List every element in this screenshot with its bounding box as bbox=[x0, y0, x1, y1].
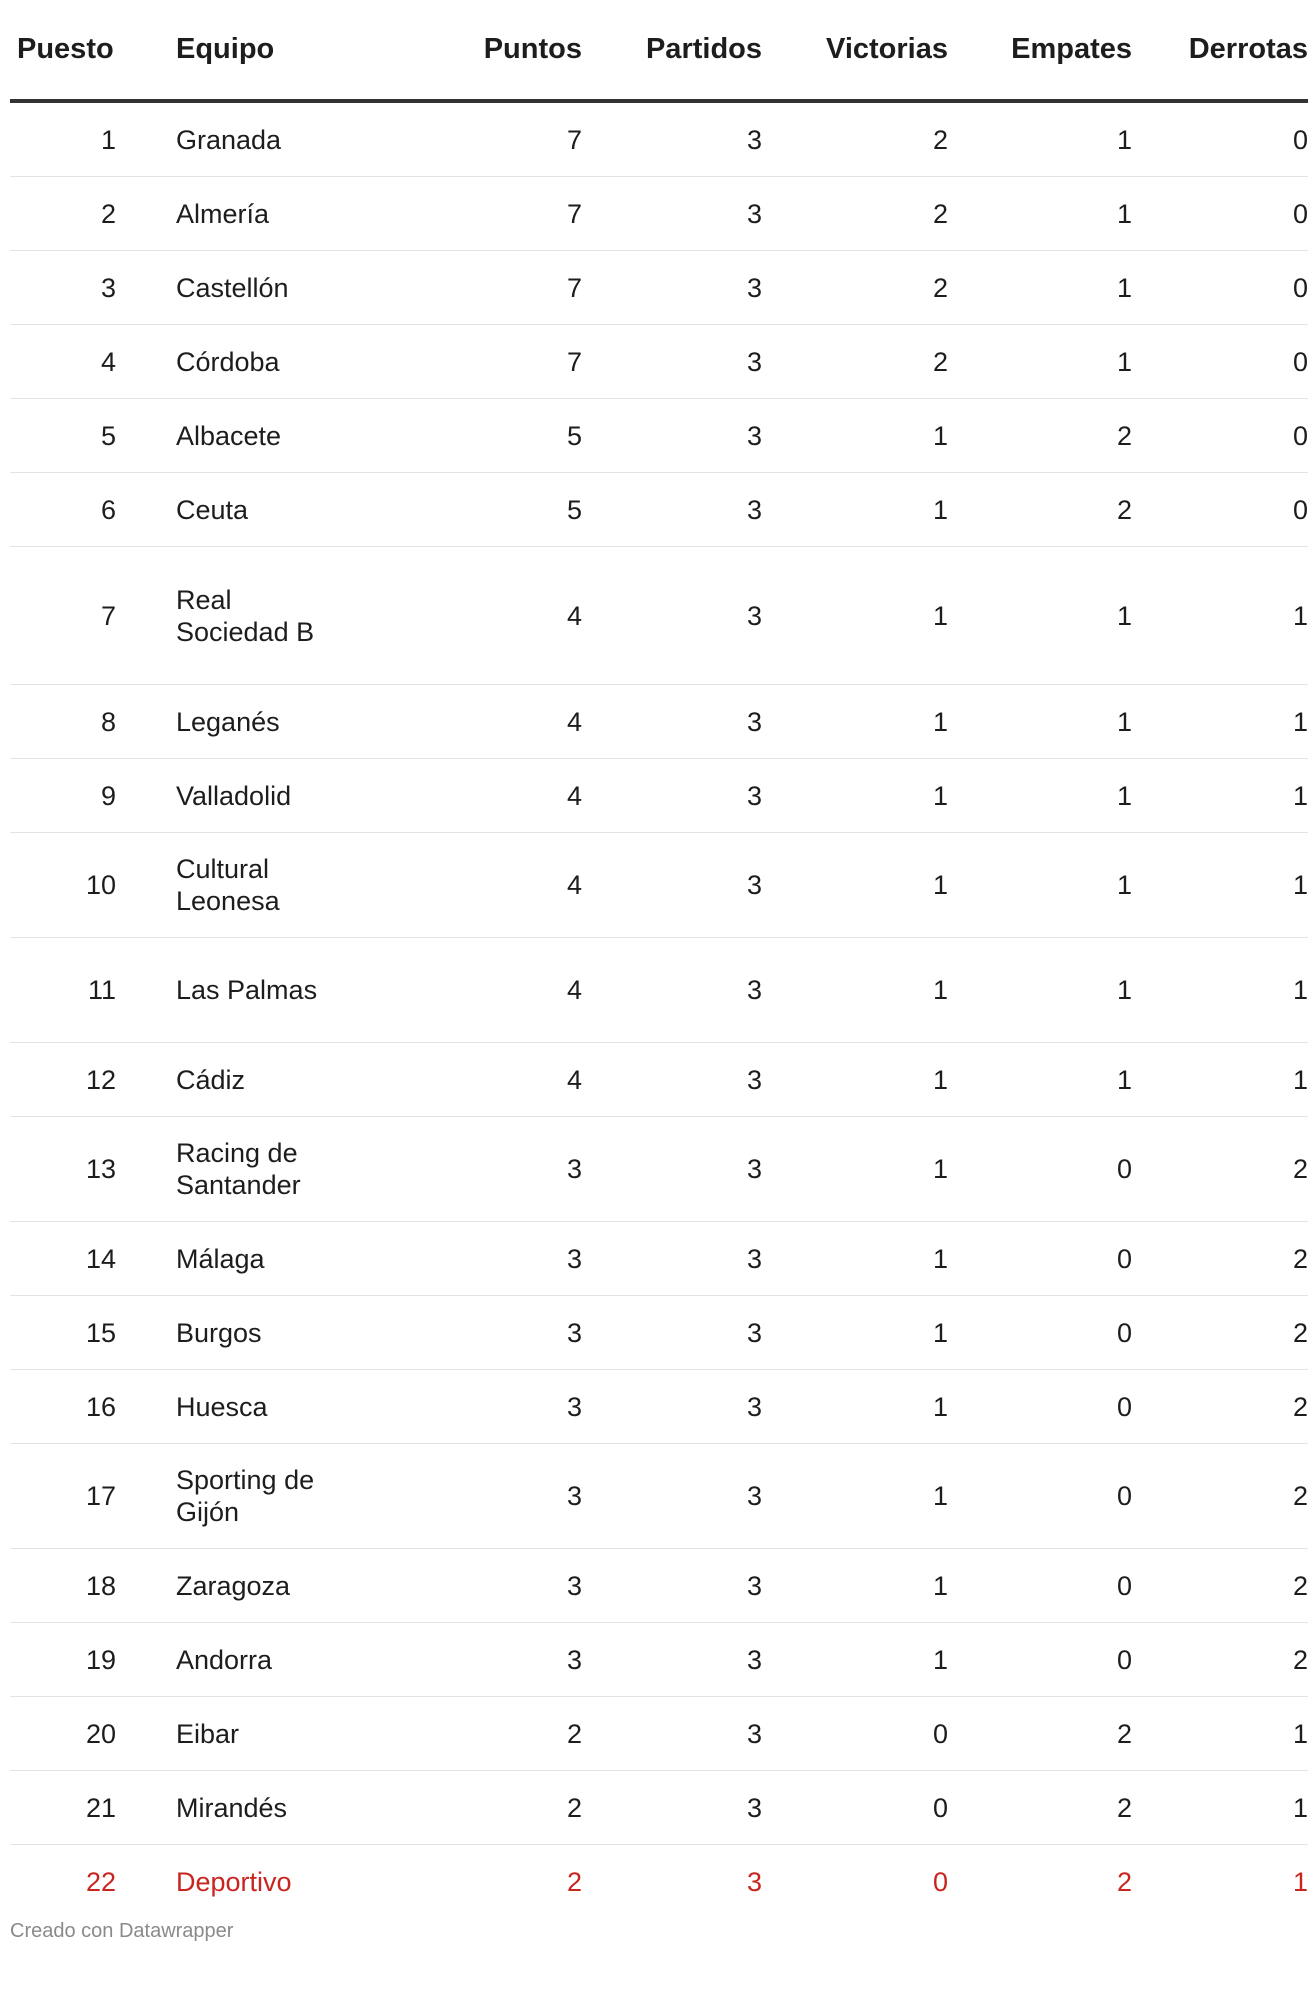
cell-puntos: 5 bbox=[381, 473, 582, 547]
cell-puntos: 5 bbox=[381, 399, 582, 473]
cell-partidos: 3 bbox=[582, 1370, 762, 1444]
table-row bbox=[10, 1697, 1308, 1771]
cell-puntos: 3 bbox=[381, 1222, 582, 1296]
cell-empates: 1 bbox=[948, 251, 1132, 325]
cell-puntos: 7 bbox=[381, 325, 582, 399]
cell-empates: 1 bbox=[948, 938, 1132, 1043]
team-name: Leganés bbox=[176, 706, 280, 737]
cell-empates: 1 bbox=[948, 685, 1132, 759]
table-row bbox=[10, 833, 1308, 938]
cell-derrotas: 1 bbox=[1132, 759, 1308, 833]
cell-puntos: 7 bbox=[381, 177, 582, 251]
cell-equipo bbox=[116, 1444, 381, 1549]
cell-partidos: 3 bbox=[582, 1296, 762, 1370]
team-name: Castellón bbox=[176, 272, 289, 303]
datawrapper-credit[interactable]: Creado con Datawrapper bbox=[10, 1920, 234, 1942]
cell-empates: 1 bbox=[948, 325, 1132, 399]
cell-puesto: 10 bbox=[10, 833, 116, 938]
team-name: Huesca bbox=[176, 1391, 268, 1422]
table-row bbox=[10, 1370, 1308, 1444]
cell-equipo bbox=[116, 547, 381, 685]
cell-partidos: 3 bbox=[582, 1222, 762, 1296]
team-name: Almería bbox=[176, 198, 270, 229]
cell-equipo bbox=[116, 1623, 381, 1697]
cell-victorias: 1 bbox=[762, 759, 948, 833]
cell-derrotas: 2 bbox=[1132, 1117, 1308, 1222]
cell-puntos: 3 bbox=[381, 1296, 582, 1370]
cell-derrotas: 2 bbox=[1132, 1370, 1308, 1444]
cell-puesto: 6 bbox=[10, 473, 116, 547]
cell-puesto: 4 bbox=[10, 325, 116, 399]
cell-puesto: 1 bbox=[10, 101, 116, 177]
cell-victorias: 1 bbox=[762, 938, 948, 1043]
cell-victorias: 1 bbox=[762, 1549, 948, 1623]
team-name: Ceuta bbox=[176, 494, 249, 525]
cell-puntos: 3 bbox=[381, 1117, 582, 1222]
cell-equipo bbox=[116, 325, 381, 399]
cell-empates: 0 bbox=[948, 1444, 1132, 1549]
cell-derrotas: 0 bbox=[1132, 325, 1308, 399]
table-row bbox=[10, 1222, 1308, 1296]
cell-puesto: 7 bbox=[10, 547, 116, 685]
cell-puesto: 14 bbox=[10, 1222, 116, 1296]
cell-victorias: 1 bbox=[762, 1623, 948, 1697]
cell-derrotas: 2 bbox=[1132, 1444, 1308, 1549]
team-name: Albacete bbox=[176, 420, 282, 451]
cell-victorias: 0 bbox=[932, 1866, 948, 1897]
table-header-row bbox=[10, 0, 1308, 101]
cell-victorias: 1 bbox=[762, 1370, 948, 1444]
cell-equipo bbox=[116, 399, 381, 473]
cell-empates: 0 bbox=[948, 1623, 1132, 1697]
table-row bbox=[10, 101, 1308, 177]
standings-table bbox=[10, 0, 1308, 1918]
cell-puntos: 2 bbox=[566, 1866, 582, 1897]
cell-derrotas: 0 bbox=[1132, 251, 1308, 325]
cell-equipo bbox=[116, 1117, 381, 1222]
cell-empates: 2 bbox=[948, 399, 1132, 473]
cell-equipo bbox=[116, 1043, 381, 1117]
cell-derrotas: 1 bbox=[1132, 1771, 1308, 1845]
cell-victorias: 0 bbox=[762, 1771, 948, 1845]
cell-derrotas: 2 bbox=[1132, 1222, 1308, 1296]
table-row bbox=[10, 399, 1308, 473]
cell-puesto: 21 bbox=[10, 1771, 116, 1845]
cell-partidos: 3 bbox=[582, 473, 762, 547]
cell-victorias: 1 bbox=[762, 547, 948, 685]
header-equipo[interactable]: Equipo bbox=[116, 0, 381, 101]
table-row bbox=[10, 1043, 1308, 1117]
team-name: Cultural Leonesa bbox=[176, 854, 280, 916]
cell-empates: 1 bbox=[948, 101, 1132, 177]
cell-victorias: 1 bbox=[762, 833, 948, 938]
header-puesto[interactable]: Puesto bbox=[10, 0, 116, 101]
cell-puntos: 3 bbox=[381, 1623, 582, 1697]
cell-derrotas: 1 bbox=[1132, 1043, 1308, 1117]
cell-derrotas: 0 bbox=[1132, 399, 1308, 473]
cell-empates: 1 bbox=[948, 1043, 1132, 1117]
header-partidos[interactable]: Partidos bbox=[582, 0, 762, 101]
cell-empates: 0 bbox=[948, 1370, 1132, 1444]
table-row bbox=[10, 177, 1308, 251]
table-row bbox=[10, 938, 1308, 1043]
team-name: Mirandés bbox=[176, 1792, 288, 1823]
table-row bbox=[10, 1296, 1308, 1370]
table-row bbox=[10, 685, 1308, 759]
cell-partidos: 3 bbox=[582, 1549, 762, 1623]
cell-partidos: 3 bbox=[582, 1444, 762, 1549]
cell-empates: 2 bbox=[948, 473, 1132, 547]
team-name: Deportivo bbox=[176, 1866, 292, 1897]
cell-partidos: 3 bbox=[582, 177, 762, 251]
cell-equipo bbox=[116, 1697, 381, 1771]
table-row bbox=[10, 1444, 1308, 1549]
cell-victorias: 1 bbox=[762, 685, 948, 759]
table-row bbox=[10, 1549, 1308, 1623]
cell-victorias: 2 bbox=[762, 251, 948, 325]
table-row bbox=[10, 473, 1308, 547]
cell-victorias: 1 bbox=[762, 1296, 948, 1370]
cell-puesto: 13 bbox=[10, 1117, 116, 1222]
header-derrotas[interactable]: Derrotas bbox=[1132, 0, 1308, 101]
team-name: Valladolid bbox=[176, 780, 292, 811]
cell-puesto: 22 bbox=[85, 1866, 116, 1897]
cell-empates: 0 bbox=[948, 1296, 1132, 1370]
table-row bbox=[10, 251, 1308, 325]
table-row bbox=[10, 759, 1308, 833]
cell-victorias: 1 bbox=[762, 1117, 948, 1222]
cell-victorias: 2 bbox=[762, 325, 948, 399]
header-puntos[interactable]: Puntos bbox=[381, 0, 582, 101]
cell-equipo bbox=[116, 101, 381, 177]
cell-puntos: 4 bbox=[381, 938, 582, 1043]
cell-empates: 1 bbox=[948, 759, 1132, 833]
cell-empates: 1 bbox=[948, 547, 1132, 685]
cell-puesto: 19 bbox=[10, 1623, 116, 1697]
cell-puesto: 12 bbox=[10, 1043, 116, 1117]
cell-derrotas: 0 bbox=[1132, 177, 1308, 251]
cell-equipo bbox=[116, 1549, 381, 1623]
cell-puesto: 16 bbox=[10, 1370, 116, 1444]
cell-partidos: 3 bbox=[582, 399, 762, 473]
cell-derrotas: 1 bbox=[1132, 833, 1308, 938]
cell-puntos: 3 bbox=[381, 1444, 582, 1549]
cell-puntos: 7 bbox=[381, 251, 582, 325]
team-name: Burgos bbox=[176, 1317, 262, 1348]
cell-partidos: 3 bbox=[582, 685, 762, 759]
cell-derrotas: 1 bbox=[1132, 938, 1308, 1043]
team-name: Racing de Santander bbox=[176, 1138, 301, 1200]
team-name: Eibar bbox=[176, 1718, 240, 1749]
table-row bbox=[10, 1771, 1308, 1845]
team-name: Cádiz bbox=[176, 1064, 246, 1095]
cell-derrotas: 2 bbox=[1132, 1623, 1308, 1697]
team-name: Málaga bbox=[176, 1243, 265, 1274]
cell-puntos: 7 bbox=[381, 101, 582, 177]
table-row bbox=[10, 547, 1308, 685]
table-row bbox=[10, 325, 1308, 399]
cell-puntos: 4 bbox=[381, 833, 582, 938]
cell-partidos: 3 bbox=[582, 1117, 762, 1222]
cell-puntos: 3 bbox=[381, 1549, 582, 1623]
cell-equipo bbox=[116, 251, 381, 325]
cell-partidos: 3 bbox=[582, 101, 762, 177]
team-name: Córdoba bbox=[176, 346, 280, 377]
cell-puntos: 4 bbox=[381, 685, 582, 759]
cell-puntos: 2 bbox=[381, 1771, 582, 1845]
team-name: Real Sociedad B bbox=[176, 584, 315, 647]
team-name: Andorra bbox=[176, 1644, 273, 1675]
cell-victorias: 0 bbox=[762, 1697, 948, 1771]
cell-equipo bbox=[116, 1771, 381, 1845]
cell-victorias: 1 bbox=[762, 1444, 948, 1549]
cell-equipo bbox=[116, 1845, 381, 1919]
cell-victorias: 1 bbox=[762, 473, 948, 547]
cell-puntos: 2 bbox=[381, 1697, 582, 1771]
cell-victorias: 1 bbox=[762, 1043, 948, 1117]
cell-puntos: 4 bbox=[381, 547, 582, 685]
cell-puesto: 20 bbox=[10, 1697, 116, 1771]
cell-derrotas: 1 bbox=[1132, 547, 1308, 685]
cell-puesto: 3 bbox=[10, 251, 116, 325]
cell-puesto: 5 bbox=[10, 399, 116, 473]
cell-equipo bbox=[116, 1222, 381, 1296]
cell-empates: 1 bbox=[948, 177, 1132, 251]
cell-puntos: 4 bbox=[381, 1043, 582, 1117]
cell-puesto: 11 bbox=[10, 938, 116, 1043]
cell-puesto: 9 bbox=[10, 759, 116, 833]
cell-partidos: 3 bbox=[582, 1771, 762, 1845]
cell-puesto: 17 bbox=[10, 1444, 116, 1549]
header-empates[interactable]: Empates bbox=[948, 0, 1132, 101]
cell-derrotas: 1 bbox=[1132, 685, 1308, 759]
cell-equipo bbox=[116, 177, 381, 251]
cell-partidos: 3 bbox=[582, 547, 762, 685]
cell-equipo bbox=[116, 759, 381, 833]
cell-empates: 2 bbox=[1116, 1866, 1132, 1897]
cell-partidos: 3 bbox=[582, 251, 762, 325]
cell-partidos: 3 bbox=[582, 833, 762, 938]
table-row bbox=[10, 1623, 1308, 1697]
cell-derrotas: 0 bbox=[1132, 101, 1308, 177]
cell-victorias: 2 bbox=[762, 101, 948, 177]
cell-equipo bbox=[116, 938, 381, 1043]
cell-empates: 1 bbox=[948, 833, 1132, 938]
cell-puesto: 18 bbox=[10, 1549, 116, 1623]
cell-derrotas: 2 bbox=[1132, 1296, 1308, 1370]
table-row bbox=[10, 1117, 1308, 1222]
cell-equipo bbox=[116, 1370, 381, 1444]
cell-puesto: 2 bbox=[10, 177, 116, 251]
cell-partidos: 3 bbox=[582, 1623, 762, 1697]
cell-derrotas: 2 bbox=[1132, 1549, 1308, 1623]
cell-derrotas: 1 bbox=[1132, 1697, 1308, 1771]
cell-derrotas: 0 bbox=[1132, 473, 1308, 547]
team-name: Las Palmas bbox=[176, 975, 318, 1005]
cell-derrotas: 1 bbox=[1292, 1866, 1308, 1897]
cell-equipo bbox=[116, 1296, 381, 1370]
cell-equipo bbox=[116, 833, 381, 938]
cell-empates: 2 bbox=[948, 1697, 1132, 1771]
cell-equipo bbox=[116, 473, 381, 547]
cell-puesto: 8 bbox=[10, 685, 116, 759]
cell-partidos: 3 bbox=[582, 1697, 762, 1771]
team-name: Zaragoza bbox=[176, 1570, 291, 1601]
header-victorias[interactable]: Victorias bbox=[762, 0, 948, 101]
cell-partidos: 3 bbox=[582, 1043, 762, 1117]
cell-partidos: 3 bbox=[582, 759, 762, 833]
cell-partidos: 3 bbox=[746, 1866, 762, 1897]
cell-victorias: 2 bbox=[762, 177, 948, 251]
cell-puntos: 4 bbox=[381, 759, 582, 833]
standings-table-container bbox=[10, 0, 1308, 1918]
cell-empates: 0 bbox=[948, 1222, 1132, 1296]
cell-partidos: 3 bbox=[582, 938, 762, 1043]
cell-puntos: 3 bbox=[381, 1370, 582, 1444]
table-row bbox=[10, 1845, 1308, 1919]
cell-equipo bbox=[116, 685, 381, 759]
cell-victorias: 1 bbox=[762, 399, 948, 473]
cell-empates: 0 bbox=[948, 1117, 1132, 1222]
team-name: Sporting de Gijón bbox=[176, 1465, 315, 1527]
cell-empates: 0 bbox=[948, 1549, 1132, 1623]
cell-empates: 2 bbox=[948, 1771, 1132, 1845]
team-name: Granada bbox=[176, 124, 282, 155]
cell-puesto: 15 bbox=[10, 1296, 116, 1370]
cell-victorias: 1 bbox=[762, 1222, 948, 1296]
cell-partidos: 3 bbox=[582, 325, 762, 399]
